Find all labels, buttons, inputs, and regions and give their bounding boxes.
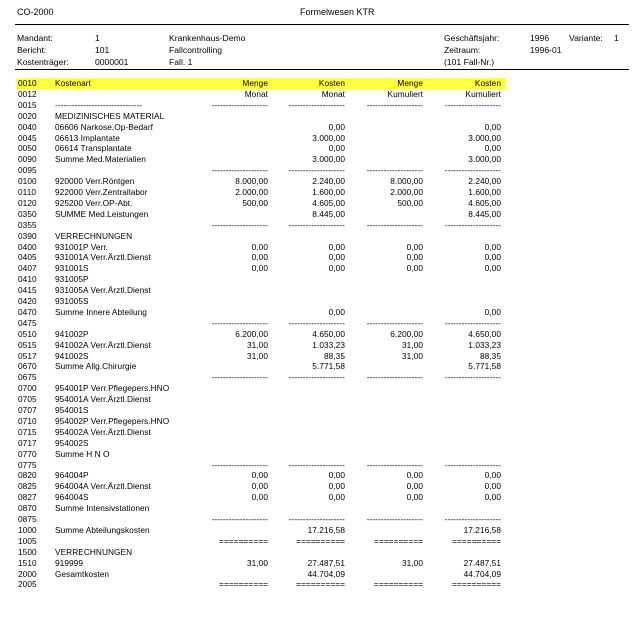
kosten-kumuliert: 3.000,00 [468,132,501,143]
menge-kumuliert: 0,00 [406,263,423,274]
kosten-monat: 0,00 [328,481,345,492]
line-number: 0020 [18,110,37,121]
menge-kumuliert: 0,00 [406,470,423,481]
line-number: 0715 [18,426,37,437]
kosten-kumuliert: 1.033,23 [468,339,501,350]
kosten-monat: 17.216,58 [307,524,345,535]
menge-kumuliert: -------------------- [366,372,423,383]
line-number: 0040 [18,121,37,132]
kosten-monat: 0,00 [328,241,345,252]
kosten-kumuliert: 1.600,00 [468,187,501,197]
menge-kumuliert: 8.000,00 [390,176,423,187]
menge-kumuliert: 0,00 [406,241,423,252]
kosten-kumuliert: -------------------- [444,99,501,110]
line-label: 954002P Verr.Pflegepers.HNO [55,415,170,426]
kosten-kumuliert: 0,00 [484,492,501,503]
menge-kumuliert: -------------------- [366,459,423,470]
kosten-kumuliert: -------------------- [444,165,501,176]
line-number: 0050 [18,143,37,154]
line-label: 964004P [55,470,89,481]
mandant-label: Mandant: [17,33,53,43]
line-label: 920000 Verr.Röntgen [55,176,135,187]
menge-monat: -------------------- [211,459,268,470]
line-number: 0700 [18,383,37,394]
line-label: Summe Allg.Chirurgie [55,361,137,372]
menge-monat: 0,00 [251,481,268,492]
line-label: Gesamtkosten [55,568,110,579]
kosten-monat: 5.771,58 [312,361,345,372]
kosten-kumuliert: 8.445,00 [468,208,501,219]
line-number: 0825 [18,481,37,492]
menge-monat: 6.200,00 [235,328,268,339]
line-number: 0420 [18,296,37,306]
menge-kumuliert: -------------------- [366,165,423,176]
menge-monat: -------------------- [211,219,268,230]
line-label: 941002P [55,328,89,339]
line-label: 919999 [55,557,83,568]
menge-monat: 0,00 [251,241,268,252]
zeitraum-label: Zeitraum: [444,45,481,55]
bericht-label: Bericht: [17,45,47,55]
menge-monat: 2.000,00 [235,187,268,197]
line-number: 0415 [18,285,37,296]
header-divider [15,24,629,25]
line-number: 0405 [18,252,37,263]
kosten-kumuliert: Kumuliert [465,88,501,99]
line-number: 0120 [18,197,37,208]
line-label: 964004A Verr.Ärztl.Dienst [55,481,151,492]
menge-kumuliert: -------------------- [366,514,423,524]
kosten-kumuliert: 0,00 [484,470,501,481]
line-number: 0775 [18,459,37,470]
menge-kumuliert: Menge [397,78,423,88]
kostentraeger-value: 0000001 [95,57,129,67]
kosten-kumuliert: 0,00 [484,241,501,252]
line-label: Summe Intensivstationen [55,503,150,514]
menge-kumuliert: -------------------- [366,99,423,110]
kosten-monat: Kosten [318,78,345,88]
line-label: 931001A Verr.Ärztl.Dienst [55,252,151,263]
menge-kumuliert: Kumuliert [387,88,423,99]
line-number: 2000 [18,568,37,579]
menge-monat: 31,00 [246,339,268,350]
geschaeftsjahr-value: 1996 [530,33,550,43]
bericht-name: Fallcontrolling [169,45,223,55]
kosten-kumuliert: 4.605,00 [468,197,501,208]
kosten-monat: 0,00 [328,121,345,132]
menge-kumuliert: ========== [374,535,423,546]
line-label: 06613 Implantate [55,132,120,143]
menge-kumuliert: 0,00 [406,481,423,492]
line-label: 954002A Verr.Ärztl.Dienst [55,426,151,437]
line-label: 964004S [55,492,89,503]
line-number: 1500 [18,546,37,557]
menge-kumuliert: 6.200,00 [390,328,423,339]
menge-monat: -------------------- [211,317,268,328]
menge-monat: ========== [219,535,268,546]
kosten-monat: -------------------- [288,459,345,470]
line-number: 1000 [18,524,37,535]
line-number: 0707 [18,405,37,415]
meta-divider [15,69,629,70]
line-number: 0470 [18,306,37,317]
line-number: 0517 [18,350,37,361]
menge-monat: -------------------- [211,165,268,176]
kosten-kumuliert: 2.240,00 [468,176,501,187]
kosten-kumuliert: 5.771,58 [468,361,501,372]
kosten-kumuliert: 0,00 [484,252,501,263]
line-label: ------------------------------- [55,99,143,110]
kosten-monat: 1.600,00 [312,187,345,197]
line-number: 0110 [18,187,37,197]
line-number: 0400 [18,241,37,252]
menge-monat: 0,00 [251,252,268,263]
kosten-kumuliert: 27.487,51 [463,557,501,568]
kosten-monat: 0,00 [328,263,345,274]
kostentraeger-name: Fall. 1 [169,57,193,67]
menge-monat: 31,00 [246,350,268,361]
kosten-monat: 0,00 [328,306,345,317]
menge-kumuliert: 500,00 [397,197,423,208]
kosten-kumuliert: 17.216,58 [463,524,501,535]
kosten-monat: 0,00 [328,492,345,503]
line-number: 0515 [18,339,37,350]
menge-monat: 500,00 [242,197,268,208]
menge-monat: -------------------- [211,514,268,524]
menge-kumuliert: -------------------- [366,317,423,328]
line-label: 931001P Verr. [55,241,109,252]
zeitraum-value: 1996-01 [530,45,562,55]
kosten-kumuliert: -------------------- [444,317,501,328]
line-number: 0045 [18,132,37,143]
kosten-monat: 4.605,00 [312,197,345,208]
line-number: 0355 [18,219,37,230]
report-title: Formelwesen KTR [300,7,375,17]
kosten-kumuliert: 0,00 [484,143,501,154]
line-label: 925200 Verr.OP-Abt. [55,197,133,208]
variante-label: Variante: [569,33,603,43]
line-number: 0010 [18,78,37,88]
kosten-kumuliert: 44.704,09 [463,568,501,579]
line-label: 922000 Verr.Zentrallabor [55,187,148,197]
line-label: 954002S [55,437,89,448]
kosten-monat: -------------------- [288,165,345,176]
kosten-monat: -------------------- [288,317,345,328]
line-label: 941002A Verr.Ärztl.Dienst [55,339,151,350]
line-number: 0675 [18,372,37,383]
kosten-monat: -------------------- [288,219,345,230]
line-number: 0390 [18,230,37,241]
line-label: Summe H N O [55,448,110,459]
mandant-value: 1 [95,33,100,43]
line-number: 0705 [18,394,37,405]
kosten-monat: 0,00 [328,143,345,154]
line-label: VERRECHNUNGEN [55,546,133,557]
line-number: 0090 [18,154,37,165]
kosten-monat: -------------------- [288,99,345,110]
kosten-kumuliert: Kosten [474,78,501,88]
kosten-monat: 2.240,00 [312,176,345,187]
kosten-kumuliert: 0,00 [484,306,501,317]
line-label: 931005P [55,274,89,285]
line-label: SUMME Med.Leistungen [55,208,149,219]
line-number: 0770 [18,448,37,459]
variante-value: 1 [614,33,619,43]
menge-monat: ========== [219,579,268,590]
line-number: 0820 [18,470,37,481]
kosten-monat: 0,00 [328,252,345,263]
kosten-kumuliert: -------------------- [444,514,501,524]
line-label: VERRECHNUNGEN [55,230,133,241]
kosten-monat: -------------------- [288,372,345,383]
line-label: 931005S [55,296,89,306]
line-number: 2005 [18,579,37,590]
kosten-monat: -------------------- [288,514,345,524]
line-number: 0407 [18,263,37,274]
menge-kumuliert: ========== [374,579,423,590]
line-number: 0670 [18,361,37,372]
menge-monat: -------------------- [211,372,268,383]
kosten-kumuliert: ========== [452,579,501,590]
menge-monat: 0,00 [251,492,268,503]
line-number: 0510 [18,328,37,339]
line-label: 954001S [55,405,89,415]
kosten-monat: 1.033,23 [312,339,345,350]
kosten-monat: 3.000,00 [312,154,345,165]
line-number: 0475 [18,317,37,328]
line-label: 06614 Transplantate [55,143,132,154]
menge-kumuliert: 0,00 [406,252,423,263]
line-number: 1005 [18,535,37,546]
line-number: 0095 [18,165,37,176]
line-number: 0012 [18,88,37,99]
fall-nr: (101 Fall-Nr.) [444,57,495,67]
line-label: 954001A Verr.Ärztl.Dienst [55,394,151,405]
menge-kumuliert: 0,00 [406,492,423,503]
line-label: Summe Abteilungskosten [55,524,150,535]
kosten-kumuliert: -------------------- [444,459,501,470]
kosten-kumuliert: -------------------- [444,372,501,383]
mandant-name: Krankenhaus-Demo [169,33,246,43]
menge-monat: Monat [244,88,268,99]
line-label: 931005A Verr.Ärztl.Dienst [55,285,151,296]
kosten-kumuliert: 0,00 [484,263,501,274]
line-number: 0100 [18,176,37,187]
kosten-monat: 4.650,00 [312,328,345,339]
kosten-kumuliert: 4.650,00 [468,328,501,339]
menge-kumuliert: 31,00 [401,350,423,361]
kosten-monat: 88,35 [323,350,345,361]
menge-monat: 31,00 [246,557,268,568]
kosten-kumuliert: 0,00 [484,481,501,492]
menge-kumuliert: -------------------- [366,219,423,230]
menge-kumuliert: 31,00 [401,339,423,350]
line-number: 0015 [18,99,37,110]
line-label: MEDIZINISCHES MATERIAL [55,110,165,121]
kosten-monat: Monat [321,88,345,99]
menge-monat: -------------------- [211,99,268,110]
kosten-monat: ========== [296,535,345,546]
line-number: 0870 [18,503,37,514]
kostentraeger-label: Kostenträger: [17,57,69,67]
kosten-kumuliert: 0,00 [484,121,501,132]
kosten-kumuliert: 3.000,00 [468,154,501,165]
kosten-kumuliert: 88,35 [479,350,501,361]
line-number: 0827 [18,492,37,503]
app-name: CO-2000 [17,7,54,17]
line-label: 941002S [55,350,89,361]
kosten-monat: ========== [296,579,345,590]
kosten-monat: 3.000,00 [312,132,345,143]
kosten-monat: 0,00 [328,470,345,481]
line-number: 0350 [18,208,37,219]
line-label: Kostenart [55,78,91,88]
kosten-kumuliert: ========== [452,535,501,546]
kosten-monat: 44.704,09 [307,568,345,579]
geschaeftsjahr-label: Geschäftsjahr: [444,33,500,43]
line-label: 931001S [55,263,89,274]
line-label: Summe Innere Abteilung [55,306,147,317]
line-label: Summe Med.Materialien [55,154,146,165]
menge-monat: 0,00 [251,470,268,481]
line-number: 0710 [18,415,37,426]
line-number: 0410 [18,274,37,285]
menge-monat: 0,00 [251,263,268,274]
menge-kumuliert: 31,00 [401,557,423,568]
kosten-monat: 8.445,00 [312,208,345,219]
line-number: 1510 [18,557,37,568]
menge-kumuliert: 2.000,00 [390,187,423,197]
line-number: 0717 [18,437,37,448]
kosten-monat: 27.487,51 [307,557,345,568]
menge-monat: 8.000,00 [235,176,268,187]
line-number: 0875 [18,514,37,524]
menge-monat: Menge [242,78,268,88]
line-label: 06606 Narkose,Op-Bedarf [55,121,154,132]
line-label: 954001P Verr.Pflegepers.HNO [55,383,170,394]
kosten-kumuliert: -------------------- [444,219,501,230]
bericht-value: 101 [95,45,110,55]
